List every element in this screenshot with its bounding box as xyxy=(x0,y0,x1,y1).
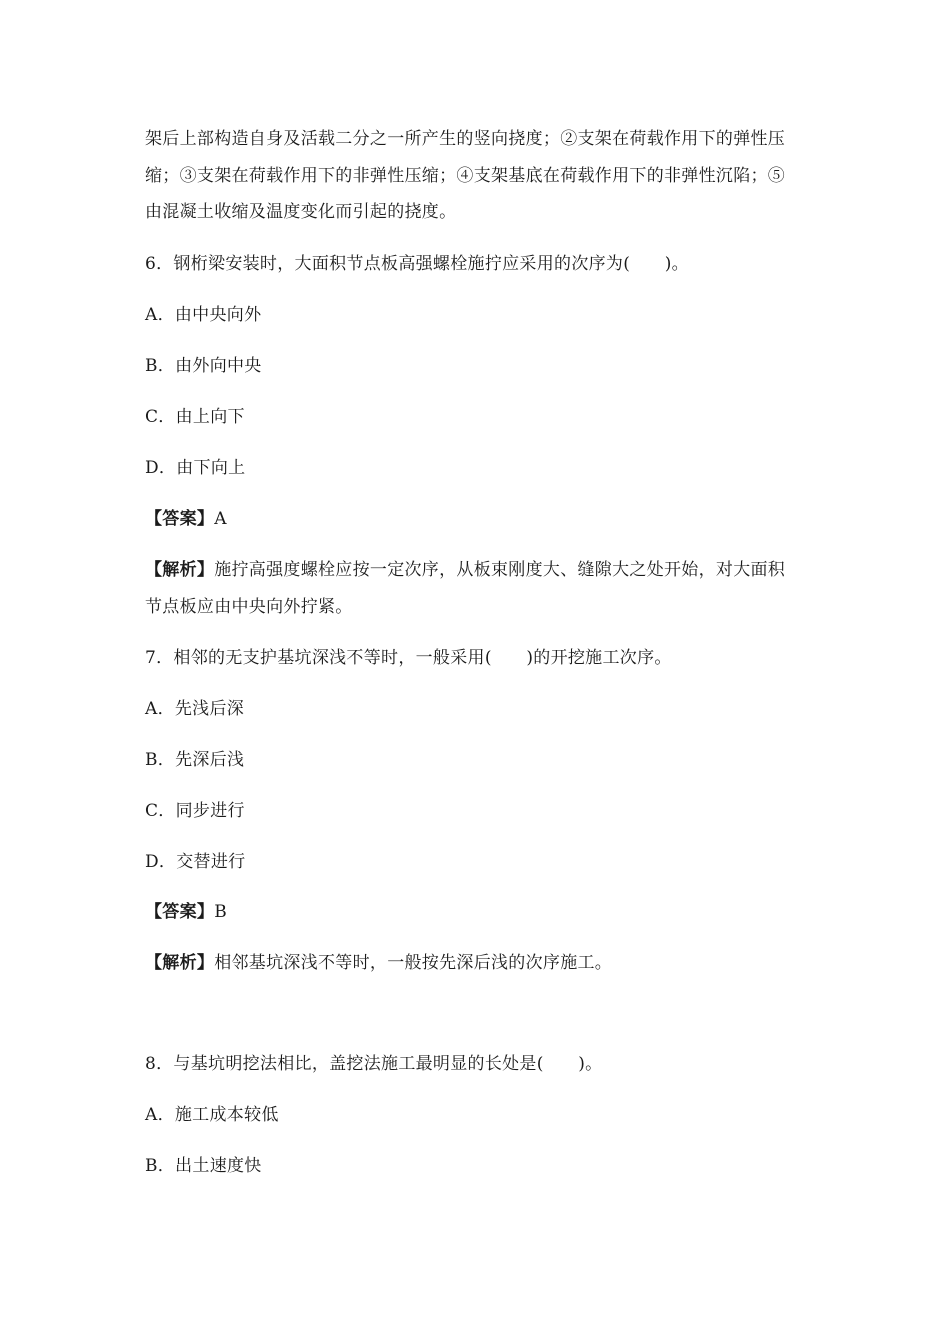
intro-line-1: 架后上部构造自身及活载二分之一所产生的竖向挠度；②支架在荷载作用下的弹性压 xyxy=(145,129,786,149)
analysis-tag: 【解析】 xyxy=(145,560,215,580)
q6-option-c: C．由上向下 xyxy=(145,407,245,427)
answer-tag: 【答案】 xyxy=(145,902,215,922)
q7-question: 7．相邻的无支护基坑深浅不等时，一般采用( )的开挖施工次序。 xyxy=(145,648,672,668)
q7-option-c: C．同步进行 xyxy=(145,801,245,821)
q6-question: 6．钢桁梁安装时，大面积节点板高强螺栓施拧应采用的次序为( )。 xyxy=(145,254,689,274)
q7-option-b: B．先深后浅 xyxy=(145,750,245,770)
answer-value: B xyxy=(214,902,227,922)
q8-option-b: B．出土速度快 xyxy=(145,1156,262,1176)
answer-value: A xyxy=(214,509,227,529)
intro-line-2: 缩；③支架在荷载作用下的非弹性压缩；④支架基底在荷载作用下的非弹性沉陷；⑤ xyxy=(145,166,786,186)
q7-option-a: A．先浅后深 xyxy=(145,699,245,719)
q8-option-a: A．施工成本较低 xyxy=(145,1105,279,1125)
answer-tag: 【答案】 xyxy=(145,509,215,529)
q6-option-a: A．由中央向外 xyxy=(145,305,262,325)
q7-analysis-line-1 xyxy=(145,952,612,974)
q8-question: 8．与基坑明挖法相比，盖挖法施工最明显的长处是( )。 xyxy=(145,1054,603,1074)
q6-analysis-line-1 xyxy=(145,559,785,581)
q7-option-d: D．交替进行 xyxy=(145,852,246,872)
analysis-tag: 【解析】 xyxy=(145,953,215,973)
q6-analysis-line-2: 节点板应由中央向外拧紧。 xyxy=(145,597,353,617)
q7-answer xyxy=(145,901,227,923)
q6-answer xyxy=(145,508,227,530)
intro-line-3: 由混凝土收缩及温度变化而引起的挠度。 xyxy=(145,202,457,222)
q6-option-b: B．由外向中央 xyxy=(145,356,262,376)
analysis-text: 相邻基坑深浅不等时，一般按先深后浅的次序施工。 xyxy=(214,953,613,973)
analysis-text: 施拧高强度螺栓应按一定次序，从板束刚度大、缝隙大之处开始，对大面积 xyxy=(214,560,786,580)
q6-option-d: D．由下向上 xyxy=(145,458,246,478)
